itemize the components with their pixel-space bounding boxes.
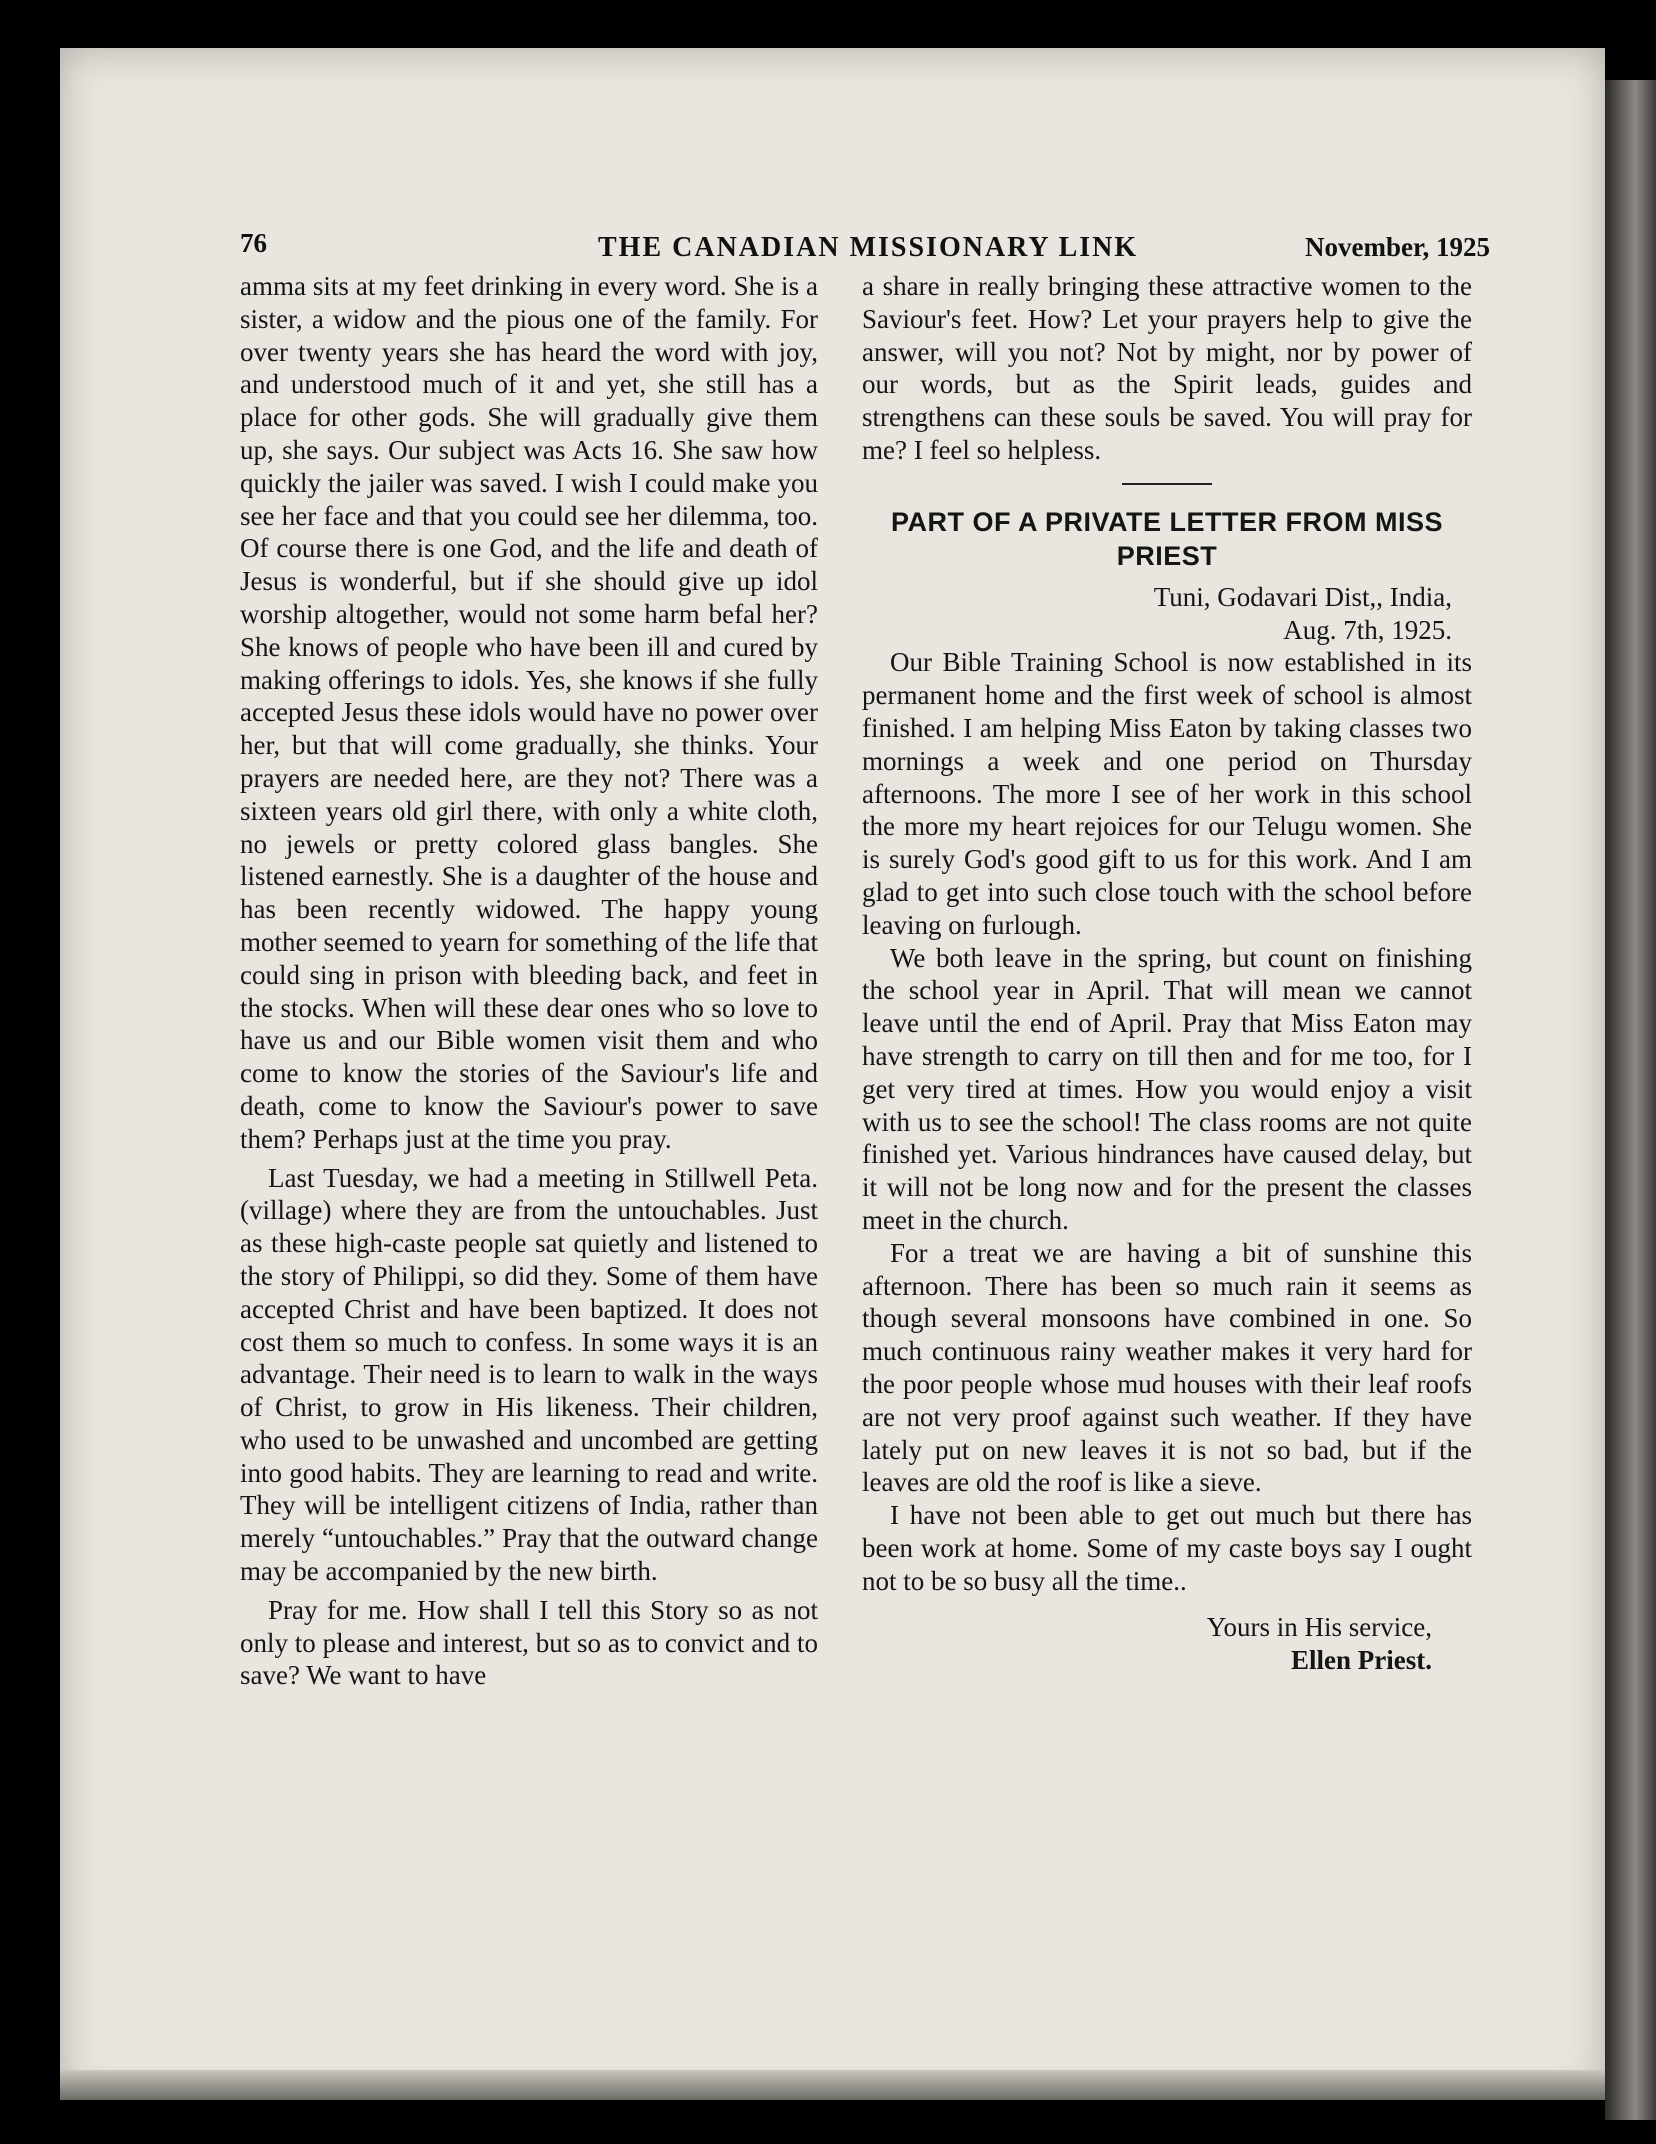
left-column	[240, 270, 818, 1692]
page-number: 76	[240, 228, 267, 258]
letter-closing: Yours in His service,	[1206, 1612, 1432, 1643]
paragraph: We both leave in the spring, but count on finishing the school year in April. That will mean we cannot leave until the end of April. Pray that Miss Eaton may have strength to carry on till then and for me too, for I get very tired at times. How you would enjoy a visit with us to see the school! The class rooms are not quite finished yet. Various hindrances have caused delay, but it will not be long now and for the present the classes meet in the church.	[862, 942, 1472, 1235]
issue-date: November, 1925	[1305, 232, 1490, 262]
article-heading: PART OF A PRIVATE LETTER FROM MISS PRIEST	[891, 506, 1443, 571]
paragraph: Pray for me. How shall I tell this Story so as not only to please and interest, but so as to convict and to save? We want to have	[240, 1594, 818, 1691]
paragraph: amma sits at my feet drinking in every word. She is a sister, a widow and the pious one of the family. For over twenty years she has heard the word with joy, and understood much of it and yet, she still has a place for other gods. She will gradually give them up, she says. Our subject was Acts 16. She saw how quickly the jailer was saved. I wish I could make you see her face and that you could see her dilemma, too. Of course there is one God, and the life and death of Jesus is wonderful, but if she should give up idol worship altogether, would not some harm befal her? She knows of people who have been ill and cured by making offerings to idols. Yes, she knows if she fully accepted Jesus these idols would have no power over her, but that will come gradually, she thinks. Your prayers are needed here, are they not? There was a sixteen years old girl there, with only a white cloth, no jewels or pretty colored glass bangles. She listened earnestly. She is a daughter of the house and has been recently widowed. The happy young mother seemed to yearn for something of the life that could sing in prison with bleeding back, and feet in the stocks. When will these dear ones who so love to have us and our Bible women visit them and who come to know the stories of the Saviour's life and death, come to know the Saviour's power to save them? Perhaps just at the time you pray.	[240, 271, 818, 1154]
dateline	[862, 581, 1472, 647]
paragraph: I have not been able to get out much but there has been work at home. Some of my caste boys say I ought not to be so busy all the time..	[862, 1500, 1472, 1596]
facing-page-edge	[1605, 80, 1656, 2120]
paragraph: Our Bible Training School is now established in its permanent home and the first week of school is almost finished. I am helping Miss Eaton by taking classes two mornings a week and one period on Thursday afternoons. The more I see of her work in this school the more my heart rejoices for our Telugu women. She is surely God's good gift to us for this work. And I am glad to get into such close touch with the school before leaving on furlough.	[862, 647, 1472, 940]
paragraph: For a treat we are having a bit of sunshine this afternoon. There has been so much rain it seems as though several monsoons have combined in one. So much continuous rainy weather makes it very hard for the poor people whose mud houses with their leaf roofs are not very proof against such weather. If they have lately put on new leaves it is not so bad, but if the leaves are old the roof is like a sieve.	[862, 1237, 1472, 1498]
running-header	[240, 228, 1490, 268]
paragraph: a share in really bringing these attractive women to the Saviour's feet. How? Let your prayers help to give the answer, will you not? Not by might, nor by power of our words, but as the Spirit leads, guides and strengthens can these souls be saved. You will pray for me? I feel so helpless.	[862, 271, 1472, 465]
signature: Ellen Priest.	[1291, 1645, 1432, 1676]
paragraph: Last Tuesday, we had a meeting in Stillwell Peta. (village) where they are from the untouchables. Just as these high-caste people sat quietly and listened to the story of Philippi, so did they. Some of them have accepted Christ and have been baptized. It does not cost them so much to confess. In some ways it is an advantage. Their need is to learn to walk in the ways of Christ, to grow in His likeness. Their children, who used to be unwashed and uncombed are getting into good habits. They are learning to read and write. They will be intelligent citizens of India, rather than merely “untouchables.” Pray that the outward change may be accompanied by the new birth.	[240, 1162, 818, 1587]
dateline-date: Aug. 7th, 1925.	[1283, 614, 1452, 645]
page-bottom-edge	[60, 2070, 1605, 2100]
right-column	[862, 270, 1472, 1677]
section-divider	[1122, 483, 1212, 485]
dateline-place: Tuni, Godavari Dist,, India,	[1153, 581, 1452, 612]
publication-title: THE CANADIAN MISSIONARY LINK	[598, 232, 1139, 263]
